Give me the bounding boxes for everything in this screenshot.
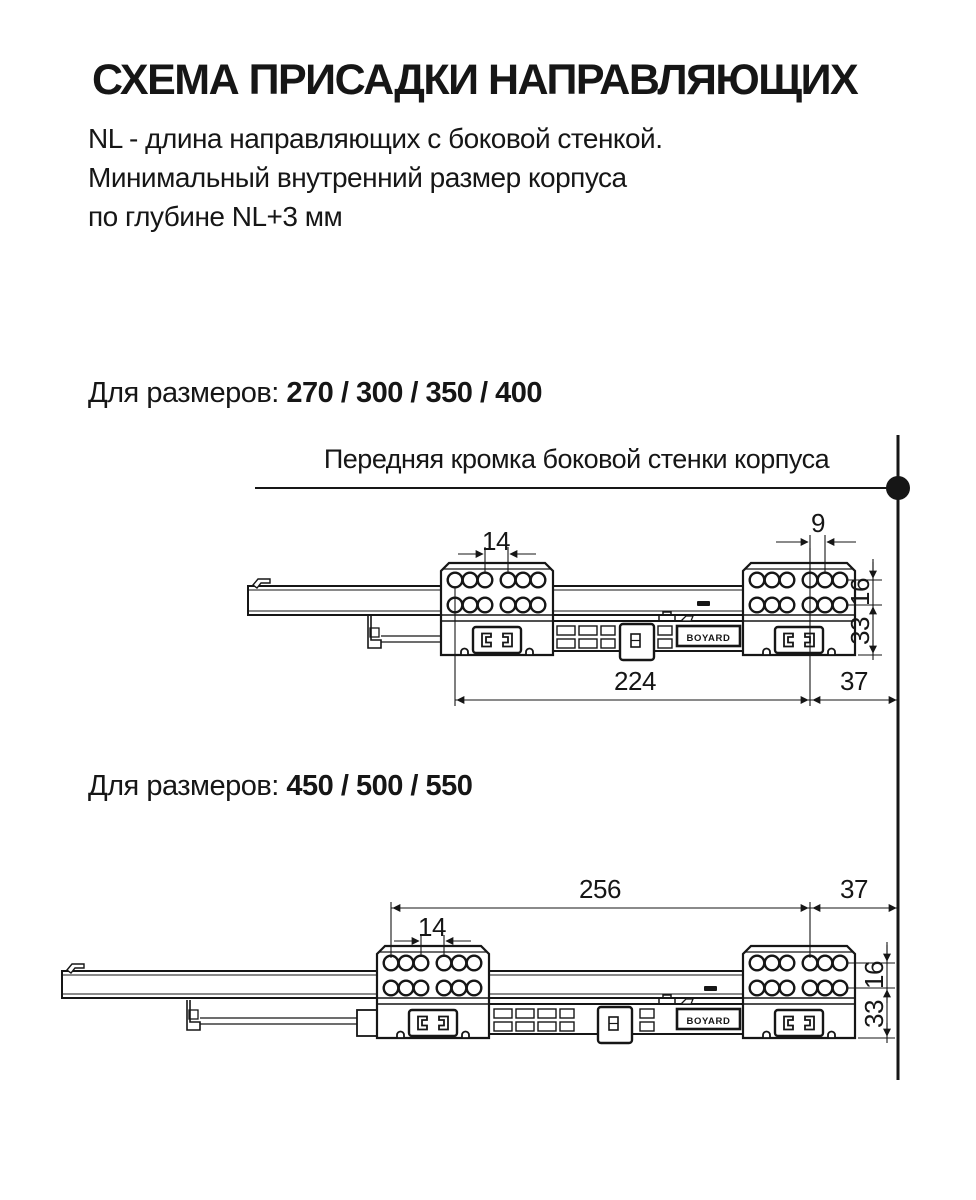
release-latch xyxy=(620,624,654,660)
intro-line-2: Минимальный внутренний размер корпуса xyxy=(88,162,627,193)
lower-rail xyxy=(368,616,443,648)
dim-label-pitch-left-2: 14 xyxy=(418,912,446,942)
dim-label-bottom-2: 33 xyxy=(859,1000,889,1028)
dim-label-length-2: 256 xyxy=(579,874,621,904)
boyard-logo xyxy=(677,1009,740,1029)
dim-label-offset-2: 37 xyxy=(840,874,868,904)
slide-drawing-450-550 xyxy=(62,874,898,1043)
front-edge-dot xyxy=(886,476,910,500)
slide-drawing-270-400 xyxy=(248,508,898,706)
mounting-bracket-rear xyxy=(743,563,855,655)
dim-label-offset-1: 37 xyxy=(840,666,868,696)
intro-line-1: NL - длина направляющих с боковой стенкой. xyxy=(88,123,663,154)
release-latch xyxy=(598,1007,632,1043)
sizes-label-2: Для размеров: xyxy=(88,770,279,802)
dim-label-bottom-1: 33 xyxy=(845,617,875,645)
rail-slot-mark xyxy=(704,986,717,991)
rail-slot-mark xyxy=(697,601,710,606)
sizes-values-2: 450 / 500 / 550 xyxy=(286,770,473,802)
boyard-logo-text: BOYARD xyxy=(686,1016,731,1027)
sizes-label-1: Для размеров: xyxy=(88,377,279,409)
dim-label-pitch-right-1: 9 xyxy=(811,508,825,538)
mounting-bracket-rear xyxy=(743,946,855,1038)
mounting-bracket-front xyxy=(377,946,489,1038)
boyard-logo-text: BOYARD xyxy=(686,633,731,644)
dim-label-pitch-left-1: 14 xyxy=(482,526,510,556)
intro-line-3: по глубине NL+3 мм xyxy=(88,201,343,232)
front-edge-label: Передняя кромка боковой стенки корпуса xyxy=(323,444,830,474)
mounting-bracket-front xyxy=(441,563,553,655)
dim-label-rowgap-1: 16 xyxy=(845,578,875,606)
lower-rail xyxy=(187,1000,379,1036)
dim-label-length-1: 224 xyxy=(614,666,656,696)
page-title: СХЕМА ПРИСАДКИ НАПРАВЛЯЮЩИХ xyxy=(92,56,858,104)
sizes-values-1: 270 / 300 / 350 / 400 xyxy=(286,377,542,409)
dim-label-rowgap-2: 16 xyxy=(859,961,889,989)
boyard-logo xyxy=(677,626,740,646)
